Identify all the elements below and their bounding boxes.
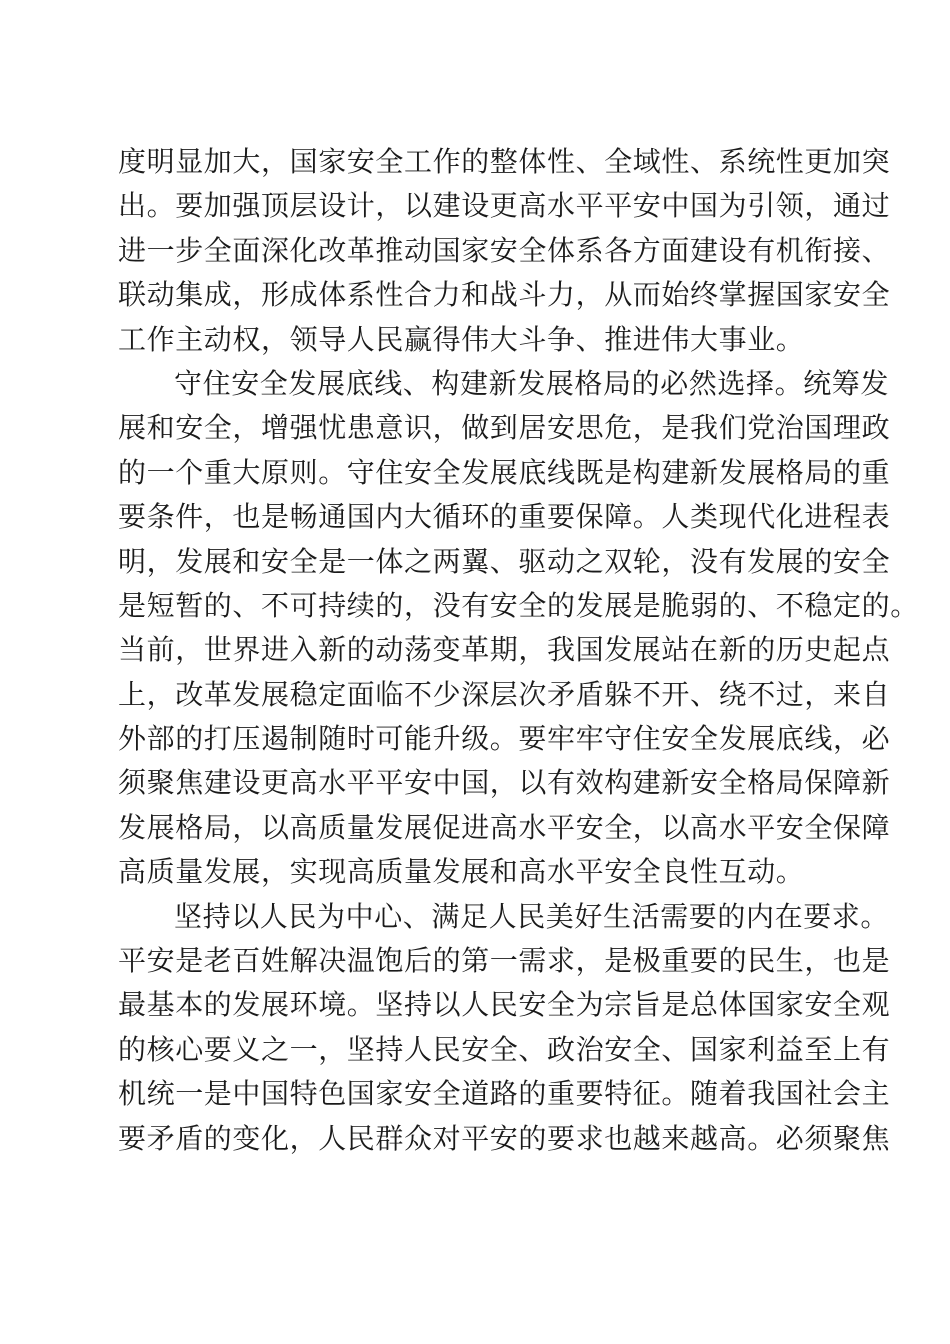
text-line: 平安是老百姓解决温饱后的第一需求，是极重要的民生，也是 — [118, 944, 891, 978]
text-line: 工作主动权，领导人民赢得伟大斗争、推进伟大事业。 — [118, 322, 805, 356]
text-line: 上，改革发展稳定面临不少深层次矛盾躲不开、绕不过，来自 — [118, 677, 891, 711]
text-line: 须聚焦建设更高水平平安中国，以有效构建新安全格局保障新 — [118, 766, 891, 800]
text-line: 联动集成，形成体系性合力和战斗力，从而始终掌握国家安全 — [118, 278, 891, 312]
text-line: 最基本的发展环境。坚持以人民安全为宗旨是总体国家安全观 — [118, 988, 891, 1022]
text-line: 是短暂的、不可持续的，没有安全的发展是脆弱的、不稳定的。 — [118, 588, 919, 622]
text-line: 度明显加大，国家安全工作的整体性、全域性、系统性更加突 — [118, 145, 891, 178]
body-text — [118, 140, 919, 1161]
text-line: 外部的打压遏制随时可能升级。要牢牢守住安全发展底线，必 — [118, 722, 891, 756]
text-line: 展和安全，增强忧患意识，做到居安思危，是我们党治国理政 — [118, 411, 891, 445]
paragraph-start-line: 坚持以人民为中心、满足人民美好生活需要的内在要求。 — [174, 899, 890, 933]
text-line: 要条件，也是畅通国内大循环的重要保障。人类现代化进程表 — [118, 500, 891, 534]
text-line: 当前，世界进入新的动荡变革期，我国发展站在新的历史起点 — [118, 633, 891, 667]
text-line: 进一步全面深化改革推动国家安全体系各方面建设有机衔接、 — [118, 233, 891, 267]
paragraph-start-line: 守住安全发展底线、构建新发展格局的必然选择。统筹发 — [174, 366, 890, 400]
text-line: 出。要加强顶层设计，以建设更高水平平安中国为引领，通过 — [118, 189, 891, 223]
text-line: 的一个重大原则。守住安全发展底线既是构建新发展格局的重 — [118, 455, 891, 489]
text-line: 明，发展和安全是一体之两翼、驱动之双轮，没有发展的安全 — [118, 544, 891, 578]
text-line: 的核心要义之一，坚持人民安全、政治安全、国家利益至上有 — [118, 1032, 891, 1066]
text-line: 高质量发展，实现高质量发展和高水平安全良性互动。 — [118, 855, 805, 889]
text-line: 发展格局，以高质量发展促进高水平安全，以高水平安全保障 — [118, 810, 891, 844]
text-line: 要矛盾的变化，人民群众对平安的要求也越来越高。必须聚焦 — [118, 1121, 891, 1155]
text-line: 机统一是中国特色国家安全道路的重要特征。随着我国社会主 — [118, 1077, 891, 1111]
